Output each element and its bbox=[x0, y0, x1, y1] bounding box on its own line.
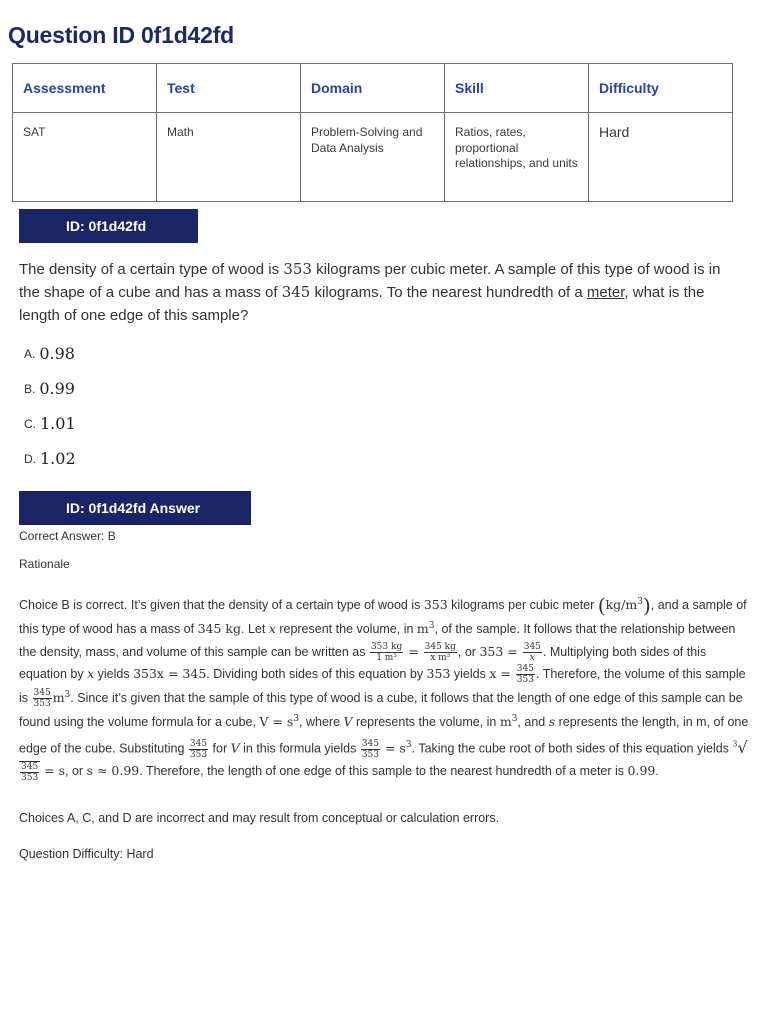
fraction-denominator: 353 bbox=[33, 699, 51, 710]
choice-label: D. bbox=[24, 451, 36, 466]
rationale-math: = bbox=[404, 643, 423, 659]
rationale-text: Choice B is correct. It’s given that the density of a certain type of wood is bbox=[19, 598, 424, 613]
rationale-heading: Rationale bbox=[19, 557, 70, 571]
meta-header-test: Test bbox=[167, 80, 195, 96]
rationale-text: represents the length, in m, of one edge of the cube. Substituting bbox=[19, 715, 749, 756]
choice-c[interactable] bbox=[24, 406, 76, 441]
paren-close: ) bbox=[642, 593, 651, 618]
stem-text: , what is the length of one edge of this sample? bbox=[19, 284, 705, 324]
rationale-variable: s bbox=[548, 714, 556, 730]
rationale-text: . Let bbox=[241, 622, 269, 637]
fraction-numerator: 345 bbox=[189, 738, 208, 749]
rationale-variable: x bbox=[87, 665, 95, 681]
question-meta-table bbox=[12, 63, 733, 202]
cube-root-radicand bbox=[19, 761, 40, 783]
choice-label: C. bbox=[24, 416, 36, 431]
stem-mass-value: 345 bbox=[281, 283, 311, 301]
meta-header-cell bbox=[157, 64, 301, 113]
fraction bbox=[370, 642, 403, 663]
exponent: 3 bbox=[64, 689, 71, 700]
rationale-text: . Multiplying both sides of this equation by bbox=[19, 644, 707, 681]
fraction-numerator: 345 kg bbox=[424, 641, 456, 652]
choice-a[interactable] bbox=[24, 336, 76, 371]
rationale-text: . Dividing both sides of this equation by bbox=[206, 666, 427, 681]
meta-value-difficulty: Hard bbox=[599, 124, 630, 140]
rationale-text: kilograms per cubic meter bbox=[447, 598, 598, 613]
question-id-label: ID: 0f1d42fd bbox=[66, 218, 147, 234]
fraction bbox=[33, 688, 52, 709]
rationale-variable: V bbox=[230, 740, 240, 756]
meta-value-cell bbox=[13, 113, 157, 202]
rationale-text: in this formula yields bbox=[239, 741, 360, 756]
fraction-denominator: 1 m³ bbox=[376, 652, 397, 663]
rationale-text: , and bbox=[517, 715, 549, 730]
fraction bbox=[361, 739, 380, 760]
rationale-text: . bbox=[655, 763, 659, 778]
choice-value: 1.01 bbox=[40, 414, 76, 433]
fraction-numerator: 353 kg bbox=[370, 641, 403, 652]
rationale-math-unit: m bbox=[416, 621, 429, 637]
exponent: 3 bbox=[293, 714, 300, 725]
rationale-math: 353 = bbox=[479, 643, 522, 659]
rationale-math: 353 bbox=[423, 597, 448, 613]
choice-value: 1.02 bbox=[40, 449, 76, 468]
answer-id-label: ID: 0f1d42fd Answer bbox=[66, 500, 201, 516]
rationale-text: . Taking the cube root of both sides of this equation yields bbox=[411, 741, 733, 756]
choice-value: 0.99 bbox=[39, 379, 75, 398]
meta-header-skill: Skill bbox=[455, 80, 484, 96]
meta-header-assessment: Assessment bbox=[23, 80, 106, 96]
fraction-numerator: 345 bbox=[361, 738, 380, 749]
fraction bbox=[20, 762, 39, 783]
fraction-denominator: 353 bbox=[361, 749, 380, 760]
rationale-text: for bbox=[209, 741, 231, 756]
meta-value-cell bbox=[445, 113, 589, 202]
meta-value-cell bbox=[589, 113, 733, 202]
stem-density-value: 353 bbox=[283, 260, 312, 278]
meta-header-cell bbox=[445, 64, 589, 113]
rationale-text: . Since it’s given that the sample of this type of wood is a cube, it follows that the length of one edge of this sample can be found using the volume formula for a cube, bbox=[19, 691, 743, 730]
fraction bbox=[424, 642, 457, 663]
fraction bbox=[523, 642, 542, 663]
rationale-text: , of the sample. It follows that the relationship between the density, mass, and volume of this sample can be written as bbox=[19, 622, 736, 659]
fraction-numerator: 345 bbox=[523, 641, 541, 652]
question-difficulty: Question Difficulty: Hard bbox=[19, 847, 154, 861]
rationale-math: 345 kg bbox=[197, 621, 241, 637]
exponent: 3 bbox=[428, 621, 435, 632]
fraction-denominator: x m³ bbox=[430, 652, 451, 663]
exponent: 3 bbox=[511, 714, 518, 725]
rationale-text: . Therefore, the length of one edge of this sample to the nearest hundredth of a meter is bbox=[139, 763, 628, 778]
page-title: Question ID 0f1d42fd bbox=[8, 22, 235, 48]
rationale-text: , where bbox=[299, 715, 344, 730]
fraction bbox=[189, 739, 208, 760]
meta-header-domain: Domain bbox=[311, 80, 363, 96]
meta-header-cell bbox=[589, 64, 733, 113]
rationale-math-unit: m bbox=[52, 690, 65, 706]
rationale-math: = s bbox=[381, 740, 406, 756]
answer-id-banner bbox=[19, 491, 251, 525]
rationale-math: s ≈ 0.99 bbox=[86, 762, 140, 778]
rationale-math: 353x = 345 bbox=[133, 665, 207, 681]
choice-b[interactable] bbox=[24, 371, 76, 406]
meter-glossary-link[interactable]: meter bbox=[586, 284, 625, 301]
rationale-text: represent the volume, in bbox=[275, 622, 417, 637]
fraction-numerator: 345 bbox=[33, 688, 51, 699]
choice-d[interactable] bbox=[24, 441, 76, 476]
rationale-math: 0.99 bbox=[627, 762, 656, 778]
choice-label: B. bbox=[24, 381, 36, 396]
choice-value: 0.98 bbox=[39, 344, 75, 363]
meta-value-domain: Problem-Solving and Data Analysis bbox=[311, 125, 423, 155]
rationale-math-unit: m bbox=[499, 714, 512, 730]
rationale-variable: x bbox=[268, 621, 276, 637]
question-stem bbox=[19, 258, 739, 327]
answer-choices-list bbox=[24, 336, 76, 476]
meta-value-cell bbox=[157, 113, 301, 202]
cube-root-symbol: $^3$√ bbox=[732, 737, 748, 757]
meta-value-assessment: SAT bbox=[23, 125, 46, 139]
rationale-variable: V bbox=[343, 714, 353, 730]
meta-header-cell bbox=[13, 64, 157, 113]
stem-text: kilograms per cubic meter. A sample of this type of wood is in the shape of a cube and has a mass of bbox=[19, 261, 721, 301]
fraction-numerator: 345 bbox=[516, 663, 534, 674]
fraction-denominator: x bbox=[529, 652, 535, 663]
question-id-banner bbox=[19, 209, 198, 243]
rationale-math: V = s bbox=[259, 714, 294, 730]
incorrect-choices-note: Choices A, C, and D are incorrect and may result from conceptual or calculation errors. bbox=[19, 811, 500, 825]
correct-answer: Correct Answer: B bbox=[19, 529, 116, 543]
meta-header-difficulty: Difficulty bbox=[599, 80, 659, 96]
choice-label: A. bbox=[24, 346, 36, 361]
rationale-math: 353 bbox=[426, 665, 451, 681]
rationale-text: represents the volume, in bbox=[352, 715, 500, 730]
stem-text: kilograms. To the nearest hundredth of a bbox=[310, 284, 587, 301]
rationale-math: x = bbox=[489, 665, 515, 681]
rationale-text: , or bbox=[457, 644, 480, 659]
meta-value-test: Math bbox=[167, 125, 194, 139]
meta-value-skill: Ratios, rates, proportional relationships, and units bbox=[455, 125, 578, 170]
fraction-denominator: 353 bbox=[516, 674, 534, 685]
fraction-denominator: 353 bbox=[189, 749, 208, 760]
exponent: 3 bbox=[405, 740, 412, 751]
rationale-paragraph bbox=[19, 592, 749, 783]
fraction bbox=[516, 664, 535, 685]
fraction-numerator: 345 bbox=[21, 761, 39, 772]
fraction-denominator: 353 bbox=[21, 772, 39, 783]
rationale-text: . Therefore, the volume of this sample is bbox=[19, 666, 746, 706]
rationale-text: , or bbox=[65, 763, 87, 778]
rationale-math-unit: kg/m bbox=[605, 597, 638, 613]
meta-header-cell bbox=[301, 64, 445, 113]
rationale-text: , and a sample of this type of wood has a mass of bbox=[19, 598, 747, 637]
exponent: 3 bbox=[637, 597, 643, 607]
stem-text: The density of a certain type of wood is bbox=[19, 261, 284, 278]
rationale-text: yields bbox=[94, 666, 134, 681]
rationale-math: = s bbox=[40, 762, 66, 778]
paren-open: ( bbox=[597, 593, 606, 618]
rationale-text: yields bbox=[450, 666, 490, 681]
meta-value-cell bbox=[301, 113, 445, 202]
